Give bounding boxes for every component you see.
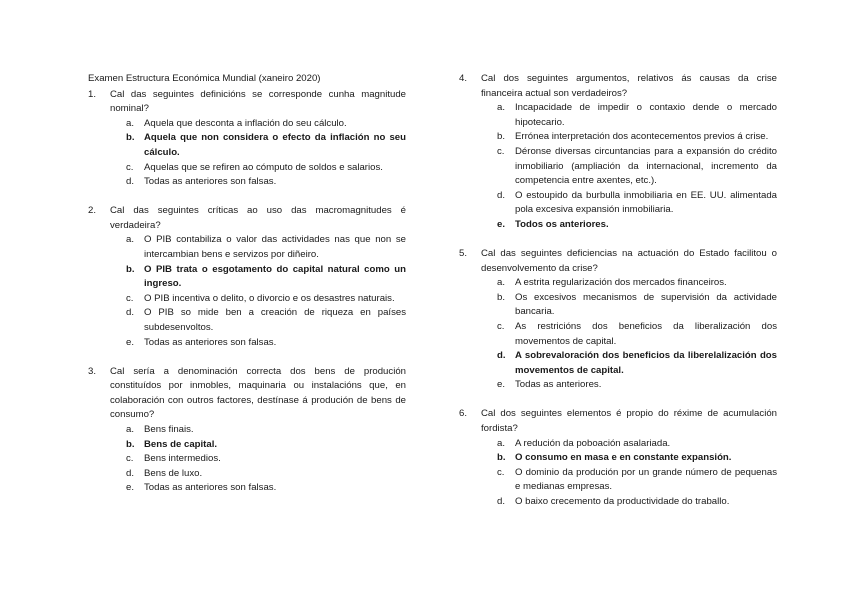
correct-option: b. O PIB trata o esgotamento do capital natural como un ingreso. <box>126 263 406 290</box>
option: d. Bens de luxo. <box>126 467 203 479</box>
option: d. O PIB so mide ben a creación de riqueza en países subdesenvoltos. <box>126 307 406 333</box>
option: d. O baixo crecemento da productividade do traballo. <box>497 496 730 508</box>
correct-option: b. Bens de capital. <box>126 438 218 450</box>
question-number: 1. <box>88 88 97 100</box>
option: a. O PIB contabiliza o valor das actividades nas que non se intercambian bens e servizos por diñeiro. <box>126 234 406 261</box>
question-number: 6. <box>459 408 468 420</box>
correct-option: e. Todos os anteriores. <box>497 218 609 230</box>
question-number: 5. <box>459 248 468 260</box>
question-6 <box>459 407 777 509</box>
option: b. Os excesivos mecanismos de supervisión da actividade bancaria. <box>497 291 777 318</box>
question-number: 3. <box>88 365 97 377</box>
option: e. Todas as anteriores son falsas. <box>126 482 277 494</box>
question-text: Cal das seguintes definicións se corresponde cunha magnitude nominal? <box>110 88 406 115</box>
question-5 <box>459 247 777 393</box>
right-column <box>459 72 777 524</box>
option: e. Todas as anteriores. <box>497 379 602 391</box>
question-text: Cal sería a denominación correcta dos bens de produción constituídos por inmobles, maquinaria ou instalacións que, en colaboración con outros factores, destínase á produción de bens de consumo? <box>110 365 406 421</box>
question-number: 4. <box>459 73 468 84</box>
question-4 <box>459 72 777 233</box>
option: b. Errónea interpretación dos acontecementos previos á crise. <box>497 131 769 143</box>
option: a. Bens finais. <box>126 424 194 436</box>
option: c. Aquelas que se refiren ao cómputo de soldos e salarios. <box>126 161 383 173</box>
question-text: Cal das seguintes deficiencias na actuación do Estado facilitou o desenvolvemento da crise? <box>481 248 777 274</box>
correct-option: b. Aquela que non considera o efecto da inflación no seu cálculo. <box>126 132 406 158</box>
option: c. O PIB incentiva o delito, o divorcio e os desastres naturais. <box>126 292 395 304</box>
option: a. A redución da poboación asalariada. <box>497 437 671 449</box>
question-number: 2. <box>88 205 97 217</box>
question-text: Cal das seguintes críticas ao uso das macromagnitudes é verdadeira? <box>110 205 406 231</box>
question-2 <box>88 204 406 350</box>
option: d. Todas as anteriores son falsas. <box>126 176 277 188</box>
correct-option: b. O consumo en masa e en constante expansión. <box>497 452 732 464</box>
option: a. A estrita regularización dos mercados financeiros. <box>497 277 727 289</box>
option: c. As restricións dos beneficios da liberalización dos movementos de capital. <box>497 321 777 347</box>
left-column <box>88 72 406 511</box>
question-1 <box>88 88 406 190</box>
option: c. Déronse diversas circuntancias para a expansión do crédito inmobiliario (ampliación da internacional, incremento da competencia entre axentes, etc.). <box>497 145 777 187</box>
question-3 <box>88 365 406 496</box>
option: a. Aquela que desconta a inflación do seu cálculo. <box>126 117 347 129</box>
exam-title: Examen Estructura Económica Mundial (xaneiro 2020) <box>88 73 321 84</box>
option: d. O estoupido da burbulla inmobiliaria en EE. UU. alimentada pola excesiva expansión inmobiliaria. <box>497 189 777 216</box>
option: c. Bens intermedios. <box>126 453 221 465</box>
question-text: Cal dos seguintes argumentos, relativos ás causas da crise financeira actual son verdadeiros? <box>481 73 777 99</box>
correct-option: d. A sobrevaloración dos beneficios da liberelalización dos movementos de capital. <box>497 350 777 376</box>
option: e. Todas as anteriores son falsas. <box>126 336 277 348</box>
option: c. O dominio da produción por un grande número de pequenas e medianas empresas. <box>497 466 777 493</box>
option: a. Incapacidade de impedir o contaxio dende o mercado hipotecario. <box>497 102 777 128</box>
question-text: Cal dos seguintes elementos é propio do réxime de acumulación fordista? <box>481 408 777 435</box>
